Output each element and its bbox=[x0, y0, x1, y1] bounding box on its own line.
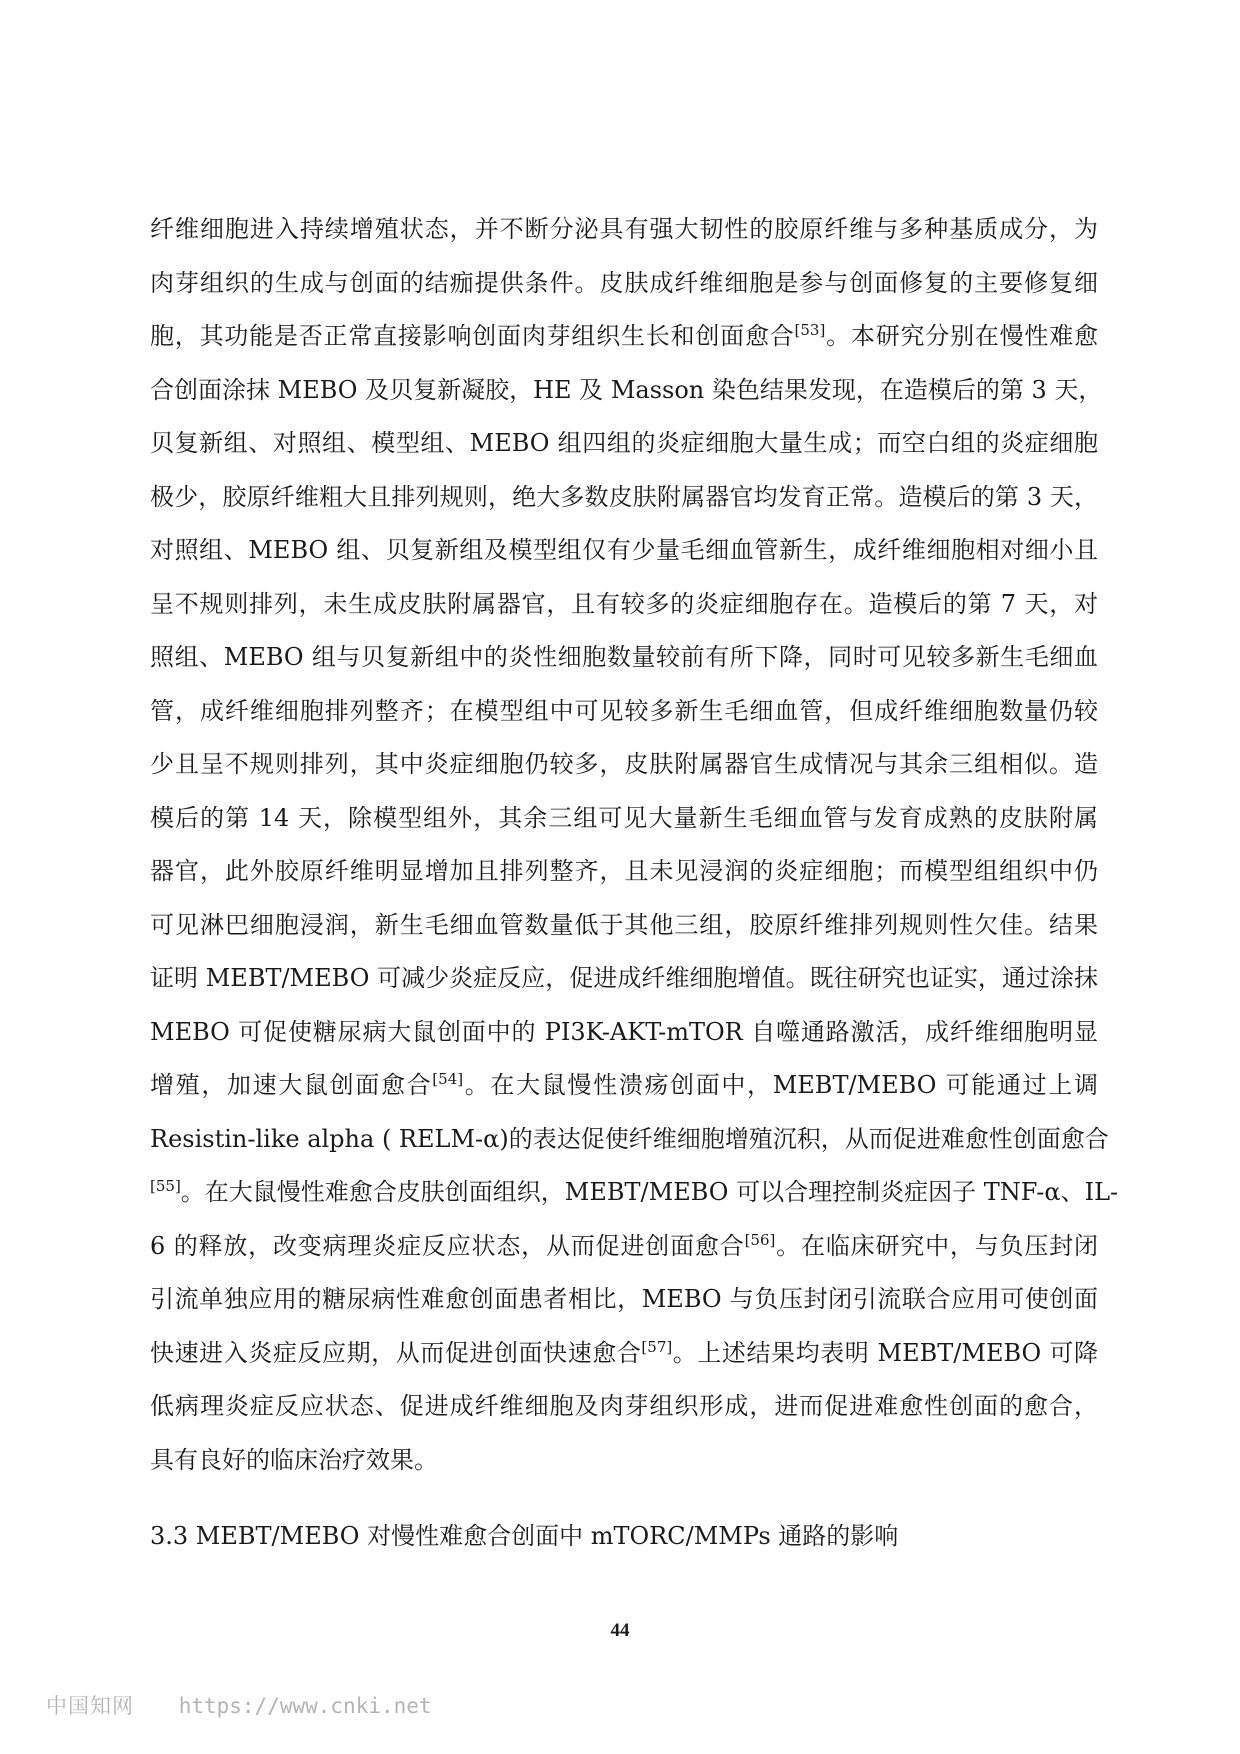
cnki-watermark bbox=[46, 1690, 432, 1720]
paragraph-line: 纤维细胞进入持续增殖状态，并不断分泌具有强大韧性的胶原纤维与多种基质成分，为 bbox=[150, 215, 1098, 243]
paragraph-line: 器官，此外胶原纤维明显增加且排列整齐，且未见浸润的炎症细胞；而模型组组织中仍 bbox=[150, 857, 1098, 885]
paragraph-line: 引流单独应用的糖尿病性难愈创面患者相比，MEBO 与负压封闭引流联合应用可使创面 bbox=[150, 1285, 1098, 1313]
paragraph-line: 增殖，加速大鼠创面愈合[54]。在大鼠慢性溃疡创面中，MEBT/MEBO 可能通过上调 bbox=[150, 1070, 1098, 1099]
paragraph-line: 低病理炎症反应状态、促进成纤维细胞及肉芽组织形成，进而促进难愈性创面的愈合， bbox=[150, 1392, 1098, 1420]
citation-marker: [53] bbox=[794, 321, 826, 339]
citation-marker: [54] bbox=[432, 1070, 464, 1088]
paragraph-line: 对照组、MEBO 组、贝复新组及模型组仅有少量毛细血管新生，成纤维细胞相对细小且 bbox=[150, 536, 1098, 564]
watermark-name: 中国知网 bbox=[46, 1694, 134, 1718]
watermark-url: https://www.cnki.net bbox=[178, 1694, 432, 1718]
citation-marker: [56] bbox=[744, 1230, 776, 1249]
paragraph-line: MEBO 可促使糖尿病大鼠创面中的 PI3K-AKT-mTOR 自噬通路激活，成纤维细胞明显 bbox=[150, 1017, 1098, 1046]
paragraph-line: 贝复新组、对照组、模型组、MEBO 组四组的炎症细胞大量生成；而空白组的炎症细胞 bbox=[150, 429, 1098, 457]
paragraph-line: 管，成纤维细胞排列整齐；在模型组中可见较多新生毛细血管，但成纤维细胞数量仍较 bbox=[150, 696, 1098, 725]
paragraph-line: 胞，其功能是否正常直接影响创面肉芽组织生长和创面愈合[53]。本研究分别在慢性难愈 bbox=[150, 321, 1099, 350]
paragraph-line: 极少，胶原纤维粗大且排列规则，绝大多数皮肤附属器官均发育正常。造模后的第 3 天， bbox=[150, 482, 1098, 511]
paragraph-line: 可见淋巴细胞浸润，新生毛细血管数量低于其他三组，胶原纤维排列规则性欠佳。结果 bbox=[150, 910, 1098, 939]
paragraph-line: 合创面涂抹 MEBO 及贝复新凝胶，HE 及 Masson 染色结果发现，在造模后的第 3 天， bbox=[150, 375, 1103, 404]
paragraph-line: 少且呈不规则排列，其中炎症细胞仍较多，皮肤附属器官生成情况与其余三组相似。造 bbox=[150, 750, 1098, 778]
section-heading: 3.3 MEBT/MEBO 对慢性难愈合创面中 mTORC/MMPs 通路的影响 bbox=[150, 1522, 899, 1550]
paragraph-line: [55]。在大鼠慢性难愈合皮肤创面组织，MEBT/MEBO 可以合理控制炎症因子 TNF-α、IL- bbox=[150, 1177, 1119, 1206]
paragraph-line: 照组、MEBO 组与贝复新组中的炎性细胞数量较前有所下降，同时可见较多新生毛细血 bbox=[150, 643, 1098, 671]
paragraph-line: 肉芽组织的生成与创面的结痂提供条件。皮肤成纤维细胞是参与创面修复的主要修复细 bbox=[150, 268, 1098, 297]
paragraph-line: 具有良好的临床治疗效果。 bbox=[150, 1445, 438, 1474]
paragraph-line: 证明 MEBT/MEBO 可减少炎症反应，促进成纤维细胞增值。既往研究也证实，通过涂抹 bbox=[150, 964, 1098, 992]
body-paragraph bbox=[150, 203, 1119, 1487]
citation-marker: [57] bbox=[641, 1337, 673, 1356]
page-number: 44 bbox=[610, 1620, 630, 1641]
paragraph-line: 6 的释放，改变病理炎症反应状态，从而促进创面愈合[56]。在临床研究中，与负压封闭 bbox=[150, 1230, 1099, 1260]
paragraph-line: 模后的第 14 天，除模型组外，其余三组可见大量新生毛细血管与发育成熟的皮肤附属 bbox=[150, 803, 1098, 832]
paragraph-line: 呈不规则排列，未生成皮肤附属器官，且有较多的炎症细胞存在。造模后的第 7 天，对 bbox=[150, 589, 1098, 618]
paragraph-line: 快速进入炎症反应期，从而促进创面快速愈合[57]。上述结果均表明 MEBT/MEBO 可降 bbox=[150, 1337, 1099, 1367]
paragraph-line: Resistin-like alpha ( RELM-α)的表达促使纤维细胞增殖沉积，从而促进难愈性创面愈合 bbox=[150, 1124, 1109, 1153]
citation-marker: [55] bbox=[150, 1177, 181, 1195]
